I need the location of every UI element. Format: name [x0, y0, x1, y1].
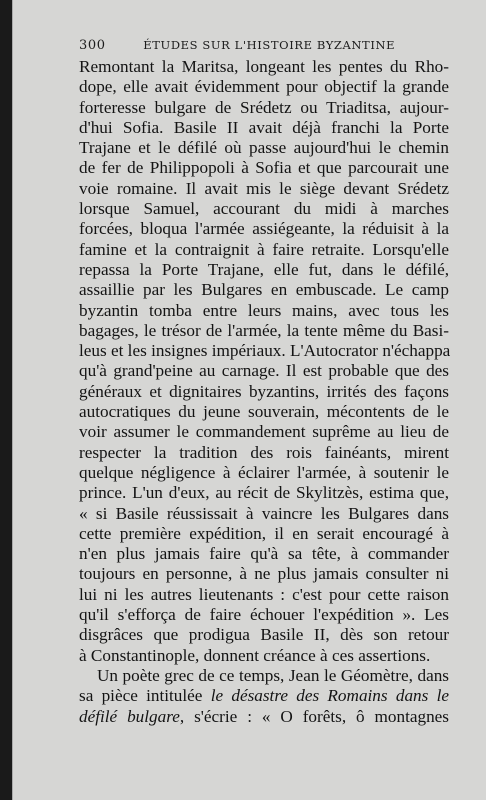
line-text: sa pièce intitulée	[79, 686, 211, 706]
text-line: bagages, le trésor de l'armée, la tente même du Basi-	[79, 320, 449, 340]
text-line: à Constantinople, donnent créance à ces assertions.	[79, 645, 431, 665]
text-line	[79, 686, 449, 706]
book-page	[12, 0, 486, 800]
text-line: lorsque Samuel, accourant du midi à marches	[79, 199, 449, 219]
italic-title: le désastre des Romains dans le	[210, 686, 449, 706]
line-text: , s'écrie : « O forêts, ô montagnes	[179, 706, 449, 726]
text-line: toujours en personne, à ne plus jamais consulter ni	[79, 564, 449, 584]
text-line: « si Basile réussissait à vaincre les Bulgares dans	[79, 503, 449, 523]
text-line: assaillie par les Bulgares en embuscade. Le camp	[79, 280, 449, 300]
text-line: repassa la Porte Trajane, elle fut, dans le défilé,	[79, 259, 449, 279]
text-line: Remontant la Maritsa, longeant les pentes du Rho-	[79, 57, 449, 76]
page-number: 300	[79, 38, 106, 53]
paragraph-1	[79, 57, 449, 666]
text-line: lui ni les autres lieutenants : c'est pour cette raison	[79, 584, 449, 604]
text-line	[79, 707, 449, 727]
text-line: voie romaine. Il avait mis le siège devant Srédetz	[79, 178, 449, 198]
text-line: forteresse bulgare de Srédetz ou Triaditsa, aujour-	[79, 97, 449, 117]
text-line: de fer de Philippopoli à Sofia et que parcourait une	[79, 158, 449, 178]
text-line: Trajane et le défilé où passe aujourd'hui le chemin	[79, 138, 449, 158]
text-line: d'hui Sofia. Basile II avait déjà franchi la Porte	[79, 117, 449, 137]
body-text	[79, 57, 449, 727]
text-line: voir assumer le commandement suprême au lieu de	[79, 422, 449, 442]
text-line: famine et la contraignit à faire retraite. Lorsqu'elle	[79, 239, 449, 259]
text-line: qu'à grand'peine au carnage. Il est probable que des	[79, 361, 449, 381]
text-line: dope, elle avait évidemment pour objectif la grande	[79, 77, 449, 97]
text-line: Un poète grec de ce temps, Jean le Géomètre, dans	[97, 665, 449, 685]
paragraph-2	[79, 666, 449, 727]
text-line: quelque négligence à éclairer l'armée, à soutenir le	[79, 462, 449, 482]
text-line: cette première expédition, il en serait encouragé à	[79, 523, 449, 543]
running-title: ÉTUDES SUR L'HISTOIRE BYZANTINE	[143, 38, 396, 52]
text-line: n'en plus jamais faire qu'à sa tête, à commander	[79, 544, 449, 564]
text-line: respecter la tradition des rois fainéants, mirent	[79, 442, 449, 462]
page-header	[79, 38, 459, 53]
text-line: disgrâces que prodigua Basile II, dès son retour	[79, 625, 449, 645]
text-line: généraux et dignitaires byzantins, irrités des façons	[79, 381, 449, 401]
text-line: leus et les insignes impériaux. L'Autocrator n'échappa	[79, 341, 451, 361]
text-line: qu'il s'efforça de faire échouer l'expédition ». Les	[79, 605, 449, 625]
text-line: forcées, bloqua l'armée assiégeante, la réduisit à la	[79, 219, 449, 239]
text-line: byzantin tomba entre leurs mains, avec tous les	[79, 300, 449, 320]
text-line: prince. L'un d'eux, au récit de Skylitzès, estima que,	[79, 483, 449, 503]
italic-title: défilé bulgare	[79, 706, 180, 726]
text-line: autocratiques du jeune souverain, mécontents de le	[79, 402, 449, 422]
